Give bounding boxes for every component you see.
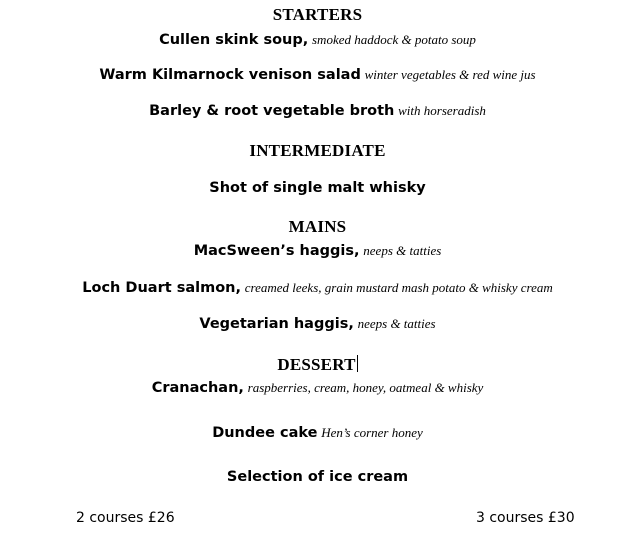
menu-item-dundee-cake <box>0 425 635 442</box>
price-two-courses: 2 courses £26 <box>76 510 175 526</box>
menu-item-whisky-shot <box>0 180 635 197</box>
menu-item-vegetarian-haggis <box>0 316 635 333</box>
mains-heading: MAINS <box>288 217 347 236</box>
dish-name: Warm Kilmarnock venison salad <box>99 67 361 83</box>
dish-description: smoked haddock & potato soup <box>312 32 476 47</box>
dish-description: neeps & tatties <box>357 316 436 331</box>
price-three-courses: 3 courses £30 <box>476 510 575 526</box>
dish-name: Vegetarian haggis, <box>199 316 354 332</box>
dish-name: Cranachan, <box>151 380 244 396</box>
menu-item-ice-cream <box>0 469 635 486</box>
menu-item-barley-broth <box>0 103 635 120</box>
dish-name: Loch Duart salmon, <box>82 280 241 296</box>
dish-description: with horseradish <box>398 103 486 118</box>
starters-heading: STARTERS <box>272 5 363 24</box>
dish-name: Dundee cake <box>212 425 318 441</box>
intermediate-heading: INTERMEDIATE <box>249 141 386 160</box>
dish-description: neeps & tatties <box>363 243 442 258</box>
dish-description: Hen’s corner honey <box>321 425 423 440</box>
menu-item-loch-duart-salmon <box>0 280 635 297</box>
dish-description: raspberries, cream, honey, oatmeal & whisky <box>247 380 484 395</box>
menu-item-venison-salad <box>0 67 635 84</box>
dish-name: Shot of single malt whisky <box>209 180 426 196</box>
dessert-heading-row <box>0 355 635 375</box>
dish-description: creamed leeks, grain mustard mash potato & whisky cream <box>244 280 553 295</box>
text-cursor <box>357 355 358 372</box>
menu-item-cullen-skink <box>0 32 635 49</box>
dish-description: winter vegetables & red wine jus <box>364 67 536 82</box>
menu-item-macsweens-haggis <box>0 243 635 260</box>
dish-name: Selection of ice cream <box>226 469 409 485</box>
dish-name: Barley & root vegetable broth <box>149 103 395 119</box>
dish-name: MacSween’s haggis, <box>193 243 360 259</box>
dish-name: Cullen skink soup, <box>159 32 309 48</box>
dessert-heading: DESSERT <box>277 355 356 374</box>
menu-item-cranachan <box>0 380 635 397</box>
